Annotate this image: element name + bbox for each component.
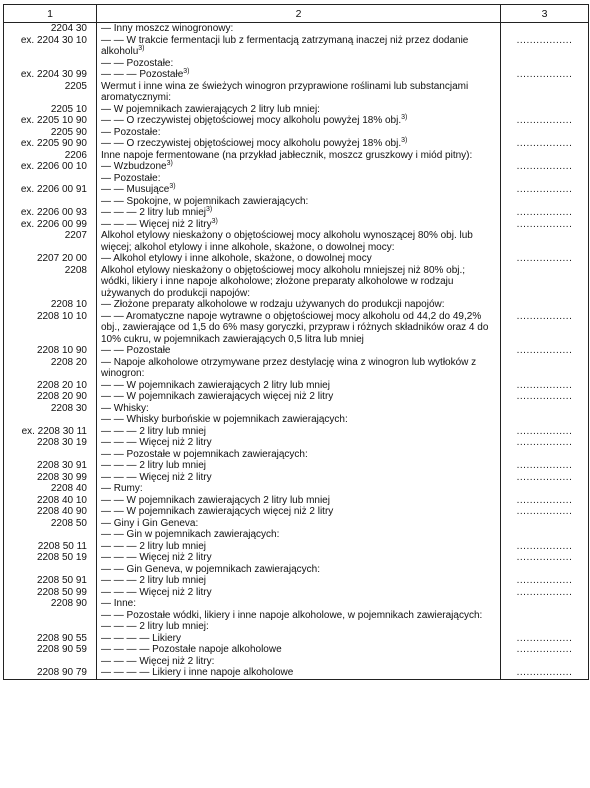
table-row	[4, 426, 589, 438]
description-text: Inne napoje fermentowane (na przykład jabłecznik, moszcz gruszkowy i miód pitny):	[101, 149, 473, 161]
fill-in-cell	[501, 437, 589, 449]
description-cell	[97, 127, 501, 139]
table-row	[4, 184, 589, 196]
table-row	[4, 150, 589, 162]
table-row	[4, 196, 589, 208]
fill-in-cell	[501, 564, 589, 576]
description-cell	[97, 391, 501, 403]
description-cell	[97, 656, 501, 668]
table-row	[4, 472, 589, 484]
dotted-leader: .................	[516, 184, 573, 195]
cn-code: ex. 2206 00 99	[4, 219, 97, 231]
dotted-leader: .................	[516, 161, 573, 172]
cn-code	[4, 449, 97, 461]
description-text: — — — 2 litry lub mniej	[101, 540, 207, 552]
cn-code: 2208 40 10	[4, 495, 97, 507]
description-text: — — — Więcej niż 2 litry	[101, 218, 212, 230]
cn-code	[4, 414, 97, 426]
footnote-marker: 3)	[401, 114, 408, 121]
description-text: — — — — Likiery i inne napoje alkoholowe	[101, 667, 294, 678]
description-text: — Whisky:	[101, 402, 149, 414]
description-text: Wermut i inne wina ze świeżych winogron przyprawione roślinami lub substancjami aromatycznymi:	[101, 80, 469, 103]
cn-code: 2208 20 90	[4, 391, 97, 403]
dotted-leader: .................	[516, 379, 573, 391]
table-row	[4, 219, 589, 231]
dotted-leader: .................	[516, 644, 573, 655]
description-text: — — — 2 litry lub mniej:	[101, 621, 209, 632]
description-text: — — — Więcej niż 2 litry:	[101, 655, 215, 667]
table-row	[4, 58, 589, 70]
description-cell	[97, 644, 501, 656]
cn-code	[4, 656, 97, 668]
description-cell	[97, 495, 501, 507]
dotted-leader: .................	[516, 115, 573, 126]
description-cell	[97, 253, 501, 265]
description-cell	[97, 518, 501, 530]
fill-in-cell	[501, 173, 589, 185]
description-cell	[97, 587, 501, 599]
fill-in-cell	[501, 184, 589, 196]
cn-code: 2206	[4, 150, 97, 162]
fill-in-cell	[501, 207, 589, 219]
table-row	[4, 380, 589, 392]
description-cell	[97, 104, 501, 116]
table-row	[4, 483, 589, 495]
cn-code: 2208 30 99	[4, 472, 97, 484]
table-row	[4, 667, 589, 679]
description-text: — — — Więcej niż 2 litry	[101, 552, 212, 563]
cn-code: 2208 30 19	[4, 437, 97, 449]
fill-in-cell	[501, 357, 589, 380]
fill-in-cell	[501, 552, 589, 564]
cn-code: 2208 10	[4, 299, 97, 311]
dotted-leader: .................	[516, 345, 573, 356]
cn-code: 2205 90	[4, 127, 97, 139]
description-cell	[97, 541, 501, 553]
cn-code: ex. 2204 30 10	[4, 35, 97, 58]
description-cell	[97, 161, 501, 173]
description-cell	[97, 115, 501, 127]
dotted-leader: .................	[516, 69, 573, 80]
dotted-leader: .................	[516, 253, 573, 264]
description-text: — — — Więcej niż 2 litry	[101, 586, 212, 598]
cn-code: ex. 2208 30 11	[4, 426, 97, 438]
description-text: — Giny i Gin Geneva:	[101, 517, 199, 529]
description-text: — — — Pozostałe	[101, 69, 184, 80]
table-row	[4, 633, 589, 645]
cn-code	[4, 173, 97, 185]
cn-code: 2204 30	[4, 23, 97, 35]
cn-code: 2208 90	[4, 598, 97, 610]
cn-code: 2208 50 91	[4, 575, 97, 587]
table-row	[4, 207, 589, 219]
cn-code: 2208	[4, 265, 97, 300]
description-cell	[97, 414, 501, 426]
description-cell	[97, 449, 501, 461]
description-cell	[97, 196, 501, 208]
cn-code: 2208 50 19	[4, 552, 97, 564]
description-cell	[97, 230, 501, 253]
fill-in-cell	[501, 449, 589, 461]
table-row	[4, 529, 589, 541]
dotted-leader: .................	[516, 138, 573, 149]
table-row	[4, 265, 589, 300]
cn-code: ex. 2206 00 91	[4, 184, 97, 196]
cn-code: 2208 90 79	[4, 667, 97, 679]
fill-in-cell	[501, 587, 589, 599]
table-row	[4, 104, 589, 116]
cn-code	[4, 621, 97, 633]
description-cell	[97, 345, 501, 357]
description-cell	[97, 506, 501, 518]
description-text: Alkohol etylowy nieskażony o objętościowej mocy alkoholu mniejszej niż 80% obj.; wódki, likiery i inne napoje alkoholowe; złożone preparaty alkoholowe w rodzaju używanych do produkcji napojów:	[101, 264, 466, 299]
fill-in-cell	[501, 150, 589, 162]
dotted-leader: .................	[516, 310, 573, 322]
description-cell	[97, 58, 501, 70]
description-cell	[97, 299, 501, 311]
table-row	[4, 115, 589, 127]
cn-code: 2208 40 90	[4, 506, 97, 518]
fill-in-cell	[501, 633, 589, 645]
fill-in-cell	[501, 529, 589, 541]
description-cell	[97, 23, 501, 35]
dotted-leader: .................	[516, 506, 573, 517]
description-text: — — — 2 litry lub mniej	[101, 425, 207, 437]
footnote-marker: 3)	[169, 183, 176, 190]
cn-code: ex. 2206 00 93	[4, 207, 97, 219]
fill-in-cell	[501, 196, 589, 208]
cn-code: 2205	[4, 81, 97, 104]
table-row	[4, 587, 589, 599]
table-row	[4, 23, 589, 35]
description-cell	[97, 150, 501, 162]
fill-in-cell	[501, 667, 589, 679]
cn-code: 2208 20	[4, 357, 97, 380]
cn-code: ex. 2206 00 10	[4, 161, 97, 173]
dotted-leader: .................	[516, 391, 573, 402]
fill-in-cell	[501, 230, 589, 253]
fill-in-cell	[501, 138, 589, 150]
description-cell	[97, 265, 501, 300]
description-text: — — Pozostałe	[101, 345, 171, 356]
cn-code: 2205 10	[4, 104, 97, 116]
fill-in-cell	[501, 104, 589, 116]
table-row	[4, 230, 589, 253]
table-row	[4, 69, 589, 81]
description-text: — — Pozostałe:	[101, 57, 174, 69]
description-text: — — O rzeczywistej objętościowej mocy alkoholu powyżej 18% obj.	[101, 138, 402, 149]
description-cell	[97, 529, 501, 541]
footnote-marker: 3)	[206, 206, 213, 213]
description-text: — Pozostałe:	[101, 126, 161, 138]
table-row	[4, 564, 589, 576]
description-text: — — — Więcej niż 2 litry	[101, 437, 212, 448]
description-text: — — Whisky burbońskie w pojemnikach zawierających:	[101, 414, 348, 425]
dotted-leader: .................	[516, 437, 573, 448]
description-cell	[97, 437, 501, 449]
cn-code: 2208 30 91	[4, 460, 97, 472]
cn-code: 2208 20 10	[4, 380, 97, 392]
description-text: — — W pojemnikach zawierających 2 litry lub mniej	[101, 494, 330, 506]
fill-in-cell	[501, 575, 589, 587]
cn-code	[4, 196, 97, 208]
description-cell	[97, 207, 501, 219]
cn-code: 2208 90 55	[4, 633, 97, 645]
column-header-3: 3	[501, 5, 589, 23]
fill-in-cell	[501, 265, 589, 300]
table-row	[4, 541, 589, 553]
table-row	[4, 311, 589, 346]
fill-in-cell	[501, 656, 589, 668]
fill-in-cell	[501, 69, 589, 81]
table-row	[4, 518, 589, 530]
dotted-leader: .................	[516, 218, 573, 230]
fill-in-cell	[501, 345, 589, 357]
table-row	[4, 138, 589, 150]
cn-code: ex. 2204 30 99	[4, 69, 97, 81]
description-text: — — W trakcie fermentacji lub z fermentacją zatrzymaną inaczej niż przez dodanie alkoholu	[101, 34, 469, 57]
cn-code: 2208 10 90	[4, 345, 97, 357]
cn-code: ex. 2205 10 90	[4, 115, 97, 127]
dotted-leader: .................	[516, 632, 573, 644]
fill-in-cell	[501, 81, 589, 104]
column-header-1: 1	[4, 5, 97, 23]
cn-code	[4, 58, 97, 70]
cn-code: 2208 40	[4, 483, 97, 495]
description-cell	[97, 460, 501, 472]
description-text: — — — 2 litry lub mniej	[101, 575, 207, 586]
description-cell	[97, 667, 501, 679]
table-row	[4, 460, 589, 472]
table-row	[4, 357, 589, 380]
cn-code: ex. 2205 90 90	[4, 138, 97, 150]
description-text: — Napoje alkoholowe otrzymywane przez destylację wina z winogron lub wytłoków z winogron:	[101, 356, 477, 379]
table-row	[4, 656, 589, 668]
fill-in-cell	[501, 127, 589, 139]
table-row	[4, 81, 589, 104]
description-cell	[97, 621, 501, 633]
description-cell	[97, 184, 501, 196]
fill-in-cell	[501, 35, 589, 58]
table-row	[4, 610, 589, 622]
fill-in-cell	[501, 380, 589, 392]
tariff-table	[3, 4, 589, 680]
description-cell	[97, 380, 501, 392]
fill-in-cell	[501, 311, 589, 346]
table-row	[4, 621, 589, 633]
fill-in-cell	[501, 414, 589, 426]
dotted-leader: .................	[516, 425, 573, 437]
fill-in-cell	[501, 23, 589, 35]
description-text: — — Gin Geneva, w pojemnikach zawierających:	[101, 563, 320, 575]
dotted-leader: .................	[516, 207, 573, 218]
footnote-marker: 3)	[166, 160, 173, 167]
description-text: — — W pojemnikach zawierających 2 litry lub mniej	[101, 379, 330, 391]
cn-code: 2207	[4, 230, 97, 253]
description-cell	[97, 357, 501, 380]
fill-in-cell	[501, 598, 589, 610]
table-row	[4, 253, 589, 265]
description-text: — — Gin w pojemnikach zawierających:	[101, 529, 280, 540]
cn-code: 2208 50 11	[4, 541, 97, 553]
fill-in-cell	[501, 299, 589, 311]
description-text: — Wzbudzone	[101, 161, 167, 172]
fill-in-cell	[501, 518, 589, 530]
table-row	[4, 495, 589, 507]
fill-in-cell	[501, 460, 589, 472]
fill-in-cell	[501, 161, 589, 173]
dotted-leader: .................	[516, 34, 573, 46]
dotted-leader: .................	[516, 460, 573, 471]
table-row	[4, 35, 589, 58]
footnote-marker: 3)	[401, 137, 408, 144]
fill-in-cell	[501, 219, 589, 231]
description-cell	[97, 472, 501, 484]
fill-in-cell	[501, 403, 589, 415]
table-row	[4, 552, 589, 564]
fill-in-cell	[501, 541, 589, 553]
dotted-leader: .................	[516, 575, 573, 586]
description-text: — — Pozostałe w pojemnikach zawierających:	[101, 448, 308, 460]
description-text: — Złożone preparaty alkoholowe w rodzaju używanych do produkcji napojów:	[101, 299, 445, 310]
description-text: — — — 2 litry lub mniej	[101, 207, 207, 218]
fill-in-cell	[501, 506, 589, 518]
table-row	[4, 127, 589, 139]
footnote-marker: 3)	[138, 45, 145, 52]
description-cell	[97, 633, 501, 645]
description-cell	[97, 483, 501, 495]
cn-code	[4, 529, 97, 541]
table-row	[4, 345, 589, 357]
description-text: — — Pozostałe wódki, likiery i inne napoje alkoholowe, w pojemnikach zawierających:	[101, 609, 483, 621]
description-text: — — W pojemnikach zawierających więcej niż 2 litry	[101, 391, 334, 402]
dotted-leader: .................	[516, 471, 573, 483]
table-row	[4, 437, 589, 449]
dotted-leader: .................	[516, 540, 573, 552]
description-text: — Pozostałe:	[101, 172, 161, 184]
column-header-row	[4, 5, 589, 23]
table-row	[4, 449, 589, 461]
fill-in-cell	[501, 253, 589, 265]
description-cell	[97, 552, 501, 564]
description-text: — — O rzeczywistej objętościowej mocy alkoholu powyżej 18% obj.	[101, 115, 402, 126]
fill-in-cell	[501, 644, 589, 656]
description-cell	[97, 598, 501, 610]
fill-in-cell	[501, 483, 589, 495]
table-row	[4, 403, 589, 415]
table-row	[4, 575, 589, 587]
dotted-leader: .................	[516, 667, 573, 678]
table-body	[4, 23, 589, 680]
table-row	[4, 391, 589, 403]
dotted-leader: .................	[516, 586, 573, 598]
description-text: — W pojemnikach zawierających 2 litry lub mniej:	[101, 103, 320, 115]
fill-in-cell	[501, 610, 589, 622]
description-cell	[97, 35, 501, 58]
cn-code: 2207 20 00	[4, 253, 97, 265]
description-cell	[97, 564, 501, 576]
table-row	[4, 598, 589, 610]
description-cell	[97, 138, 501, 150]
cn-code: 2208 50 99	[4, 587, 97, 599]
table-row	[4, 644, 589, 656]
description-cell	[97, 81, 501, 104]
description-text: — Alkohol etylowy i inne alkohole, skażone, o dowolnej mocy	[101, 253, 372, 264]
description-text: — — Musujące	[101, 184, 170, 195]
dotted-leader: .................	[516, 494, 573, 506]
table-row	[4, 161, 589, 173]
description-text: — — W pojemnikach zawierających więcej niż 2 litry	[101, 506, 334, 517]
fill-in-cell	[501, 426, 589, 438]
description-text: — Inny moszcz winogronowy:	[101, 23, 234, 34]
cn-code: 2208 30	[4, 403, 97, 415]
description-text: — — — Więcej niż 2 litry	[101, 471, 212, 483]
description-cell	[97, 403, 501, 415]
description-cell	[97, 69, 501, 81]
description-text: — — Spokojne, w pojemnikach zawierających:	[101, 195, 309, 207]
description-text: — — — — Likiery	[101, 632, 182, 644]
description-text: — Rumy:	[101, 483, 143, 494]
description-cell	[97, 426, 501, 438]
description-cell	[97, 575, 501, 587]
fill-in-cell	[501, 115, 589, 127]
cn-code	[4, 610, 97, 622]
cn-code	[4, 564, 97, 576]
dotted-leader: .................	[516, 552, 573, 563]
cn-code: 2208 10 10	[4, 311, 97, 346]
description-cell	[97, 610, 501, 622]
description-text: — — — 2 litry lub mniej	[101, 460, 207, 471]
description-text: — — — — Pozostałe napoje alkoholowe	[101, 644, 282, 655]
fill-in-cell	[501, 391, 589, 403]
description-cell	[97, 311, 501, 346]
description-text: — — Aromatyczne napoje wytrawne o objętościowej mocy alkoholu od 44,2 do 49,2% obj., zawierające od 1,5 do 6% masy goryczki, przypraw i różnych składników oraz 4 do 10% cukru, w pojemnikach zawierających 0,5 litra lub mniej	[101, 310, 489, 345]
fill-in-cell	[501, 472, 589, 484]
fill-in-cell	[501, 58, 589, 70]
table-row	[4, 506, 589, 518]
column-header-2: 2	[97, 5, 501, 23]
description-cell	[97, 173, 501, 185]
cn-code: 2208 90 59	[4, 644, 97, 656]
cn-code: 2208 50	[4, 518, 97, 530]
description-cell	[97, 219, 501, 231]
table-row	[4, 173, 589, 185]
fill-in-cell	[501, 621, 589, 633]
table-row	[4, 414, 589, 426]
description-text: Alkohol etylowy nieskażony o objętościowej mocy alkoholu wynoszącej 80% obj. lub więcej; alkohol etylowy i inne alkohole, skażone, o dowolnej mocy:	[101, 230, 473, 253]
fill-in-cell	[501, 495, 589, 507]
footnote-marker: 3)	[183, 68, 190, 75]
description-text: — Inne:	[101, 598, 137, 609]
table-row	[4, 299, 589, 311]
footnote-marker: 3)	[211, 217, 218, 225]
